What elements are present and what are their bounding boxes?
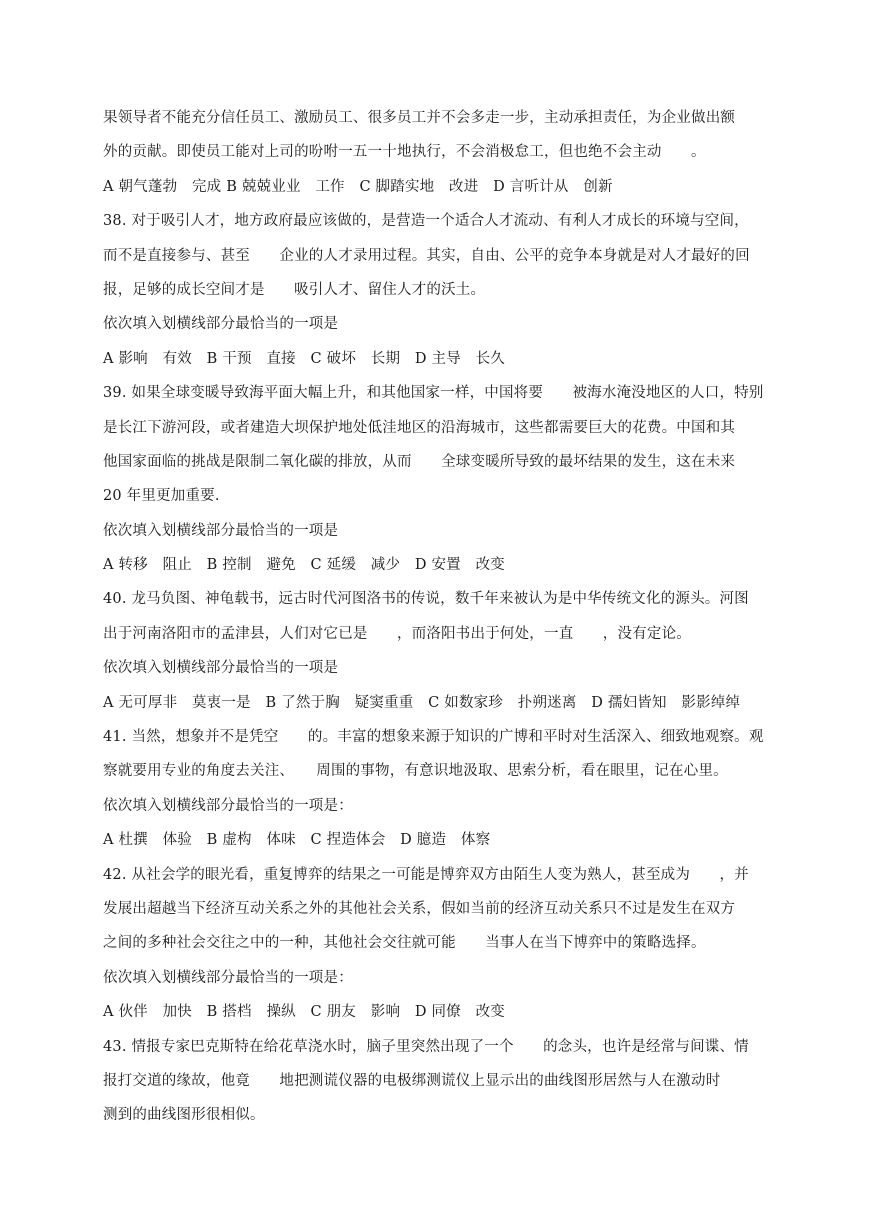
text-line: 他国家面临的挑战是限制二氧化碳的排放，从而 全球变暖所导致的最坏结果的发生，这在未来 bbox=[103, 453, 736, 470]
text-line: 41. 当然，想象并不是凭空 的。丰富的想象来源于知识的广博和平时对生活深入、细致地观察。观 bbox=[103, 729, 764, 746]
text-line: 测到的曲线图形很相似。 bbox=[103, 1107, 265, 1124]
document-body bbox=[103, 101, 775, 1133]
text-line: A 伙伴 加快 B 搭档 操纵 C 朋友 影响 D 同僚 改变 bbox=[103, 1004, 505, 1021]
text-line: 39. 如果全球变暖导致海平面大幅上升，和其他国家一样，中国将要 被海水淹没地区的人口，特别 bbox=[103, 385, 764, 402]
text-line: 报，足够的成长空间才是 吸引人才、留住人才的沃土。 bbox=[103, 281, 486, 298]
text-line: A 无可厚非 莫衷一是 B 了然于胸 疑窦重重 C 如数家珍 扑朔迷离 D 孺妇皆知 影影绰绰 bbox=[103, 694, 741, 711]
text-line: 出于河南洛阳市的孟津县，人们对它已是 ，而洛阳书出于何处，一直 ，没有定论。 bbox=[103, 625, 691, 642]
text-line: 之间的多种社会交往之中的一种，其他社会交往就可能 当事人在当下博弈中的策略选择。 bbox=[103, 935, 706, 952]
text-line: 42. 从社会学的眼光看，重复博弈的结果之一可能是博弈双方由陌生人变为熟人，甚至成为 ，并 bbox=[103, 866, 749, 883]
text-line: A 转移 阻止 B 控制 避免 C 延缓 减少 D 安置 改变 bbox=[103, 557, 505, 574]
text-line: 依次填入划横线部分最恰当的一项是： bbox=[103, 969, 353, 986]
text-line: A 杜撰 体验 B 虚构 体味 C 捏造体会 D 臆造 体察 bbox=[103, 832, 491, 849]
text-line: 依次填入划横线部分最恰当的一项是 bbox=[103, 316, 339, 333]
text-line: 20 年里更加重要. bbox=[103, 488, 220, 505]
text-line: 依次填入划横线部分最恰当的一项是： bbox=[103, 797, 353, 814]
text-line: 40. 龙马负图、神龟载书，远古时代河图洛书的传说，数千年来被认为是中华传统文化的源头。河图 bbox=[103, 591, 749, 608]
text-line: 而不是直接参与、甚至 企业的人才录用过程。其实，自由、公平的竞争本身就是对人才最好的回 bbox=[103, 247, 750, 264]
text-line: A 影响 有效 B 干预 直接 C 破坏 长期 D 主导 长久 bbox=[103, 350, 505, 367]
text-line: 果领导者不能充分信任员工、激励员工、很多员工并不会多走一步，主动承担责任，为企业做出额 bbox=[103, 110, 736, 126]
text-line: 依次填入划横线部分最恰当的一项是 bbox=[103, 522, 339, 539]
text-line: 发展出超越当下经济互动关系之外的其他社会关系，假如当前的经济互动关系只不过是发生在双方 bbox=[103, 900, 736, 917]
text-line: 43. 情报专家巴克斯特在给花草浇水时，脑子里突然出现了一个 的念头，也许是经常与间谍、情 bbox=[103, 1038, 749, 1055]
text-line: A 朝气蓬勃 完成 B 兢兢业业 工作 C 脚踏实地 改进 D 言听计从 创新 bbox=[103, 178, 613, 195]
text-line: 报打交道的缘故，他竟 地把测谎仪器的电极绑测谎仪上显示出的曲线图形居然与人在激动时 bbox=[103, 1072, 721, 1089]
text-line: 38. 对于吸引人才，地方政府最应该做的，是营造一个适合人才流动、有利人才成长的环境与空间， bbox=[103, 213, 749, 230]
text-line: 察就要用专业的角度去关注、 周围的事物，有意识地汲取、思索分析，看在眼里，记在心里。 bbox=[103, 763, 728, 780]
text-line: 依次填入划横线部分最恰当的一项是 bbox=[103, 660, 339, 677]
text-line: 外的贡献。即使员工能对上司的吩咐一五一十地执行，不会消极怠工，但也绝不会主动 。 bbox=[103, 144, 706, 161]
text-line: 是长江下游河段，或者建造大坝保护地处低洼地区的沿海城市，这些都需要巨大的花费。中国和其 bbox=[103, 419, 736, 436]
